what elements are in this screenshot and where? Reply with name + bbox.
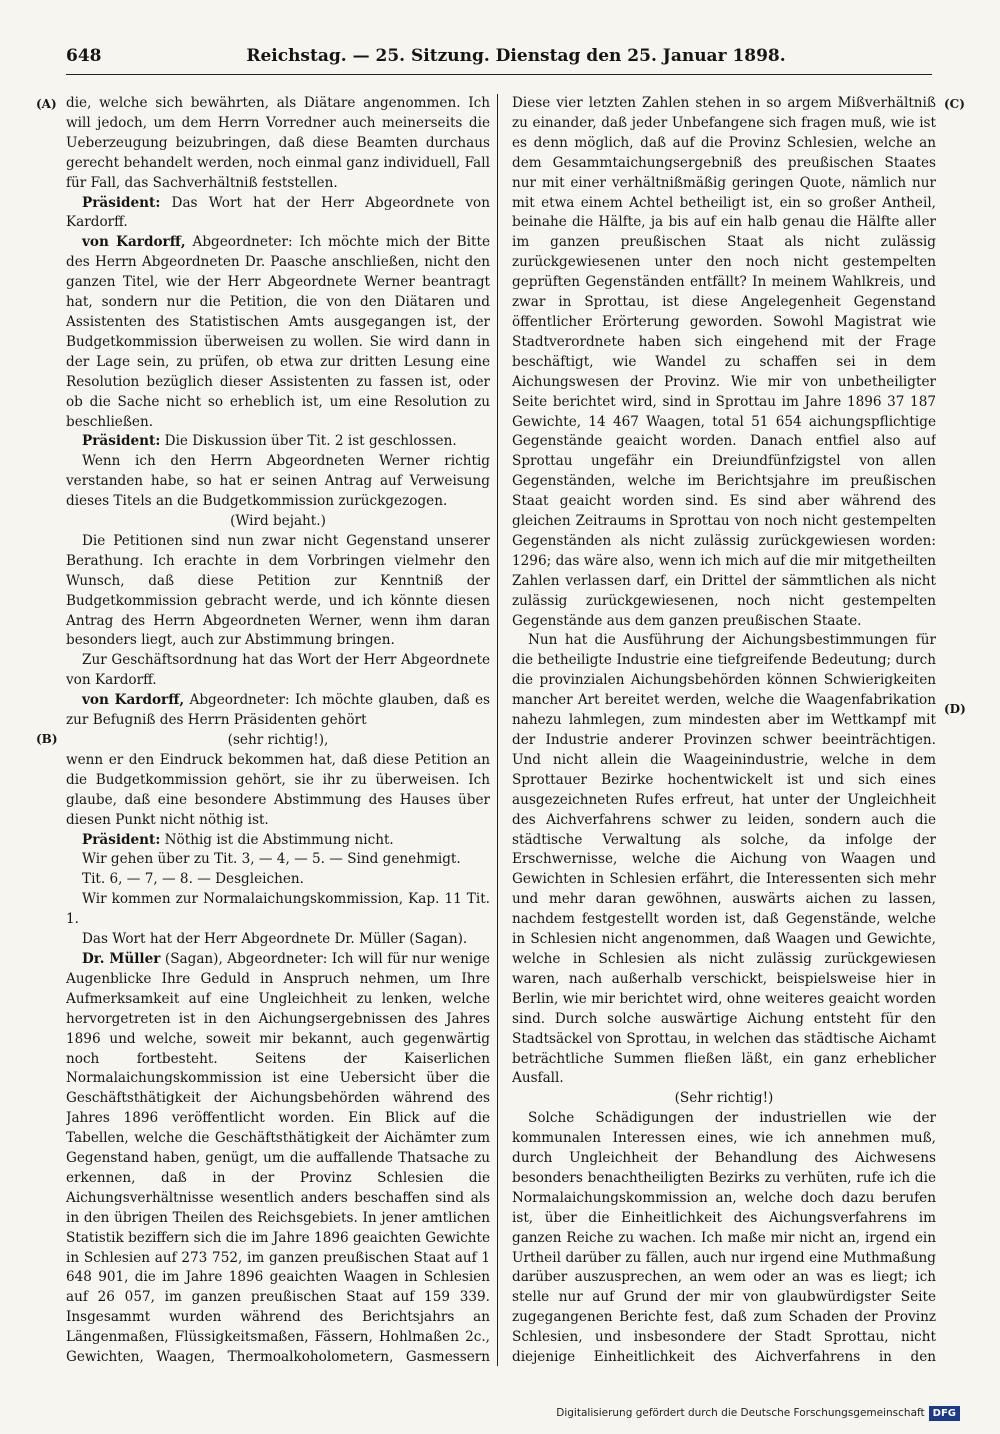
paragraph — [66, 194, 490, 234]
speech-text: (Sagan), Abgeordneter: Ich will für nur wenige Augenblicke Ihre Geduld in Anspruch nehmen, um Ihre Aufmerksamkeit auf eine Ungleichheit zu lenken, welche hervorgetreten ist in den Aichungsergebnissen des Jahres 1896 und welche, soweit mir bekannt, auch gegenwärtig noch fortbesteht. Seitens der Kaiserlichen Normalaichungskommission ist eine Uebersicht über die Geschäftsthätigkeit der Aichungsbehörden während des Jahres 1896 veröffentlicht worden. Ein Blick auf die Tabellen, welche die Geschäftsthätigkeit der Aichämter zum Gegenstand haben, genügt, um die auffallende Thatsache zu erkennen, daß in der Provinz Schlesien die Aichungsverhältnisse wesentlich anders beschaffen sind als in den übrigen Theilen des Reichsgebiets. In jener amtlichen Statistik beziffern sich die im Jahre 1896 geaichten Gewichte in Schlesien auf 273 752, im ganzen preußischen Staat auf 1 648 901, die im Jahre 1896 geaichten Waagen in Schlesien auf 26 057, im ganzen preußischen Staat auf 159 339. Insgesammt wurden während des Berichtsjahrs an Längenmaßen, Flüssigkeitsmaßen, Fässern, Hohlmaßen 2c., Gewichten, Waagen, Thermoalkoholometern, Gasmessern — [66, 950, 490, 1366]
paragraph — [66, 233, 490, 432]
speech-text: Abgeordneter: Ich möchte mich der Bitte des Herrn Abgeordneten Dr. Paasche anschließen, nicht den ganzen Titel, wie der Herr Abgeordnete Werner beantragt hat, sondern nur die Petition, die von den Diätaren und Assistenten des Statistischen Amts ausgegangen ist, der Budgetkommission überweisen zu wollen. Sie wird dann in der Lage sein, zu prüfen, ob etwa zur dritten Lesung eine Resolution bezüglich dieser Assistenten zu fassen ist, oder ob die Sache nicht so erheblich ist, um eine Resolution zu beschließen. — [66, 234, 490, 430]
left-column — [66, 94, 490, 1366]
paragraph: Tit. 6, — 7, — 8. — Desgleichen. — [82, 871, 304, 888]
right-column — [512, 94, 936, 1366]
speaker-name: von Kardorff, — [82, 234, 186, 251]
paragraph — [66, 950, 490, 1366]
paragraph: Das Wort hat der Herr Abgeordnete Dr. Müller (Sagan). — [82, 931, 468, 948]
paragraph: Wir kommen zur Normalaichungskommission, Kap. 11 Tit. 1. — [66, 891, 490, 928]
margin-marker-c: (C) — [944, 97, 965, 111]
digitization-credit — [556, 1402, 960, 1424]
paragraph: Solche Schädigungen der industriellen wie der kommunalen Interessen eines, wie ich annehmen muß, durch Ungleichheit der Behandlung des Aichwesens besonders benachtheiligten Bezirks zu verhüten, rufe ich die Normalaichungskommission an, welche doch dazu berufen ist, über die Einheitlichkeit des Aichungsverfahrens im ganzen Reiche zu wachen. Ich maße mir nicht an, irgend ein Urtheil darüber zu fällen, auch nur irgend eine Muthmaßung darüber auszusprechen, an wem oder an was es liegt; ich stelle nur auf Grund der mir von glaubwürdigster Seite zugegangenen Berichte fest, daß zum Schaden der Provinz Schlesien, und insbesondere der Stadt Sprottau, nicht diejenige Einheitlichkeit des Aichverfahrens in den — [512, 1110, 936, 1366]
paragraph — [66, 432, 490, 452]
speech-text: Die Diskussion über Tit. 2 ist geschlossen. — [160, 433, 457, 450]
speaker-name: Präsident: — [82, 194, 161, 211]
margin-marker-b: (B) — [36, 732, 58, 746]
paragraph: Zur Geschäftsordnung hat das Wort der Herr Abgeordnete von Kardorff. — [66, 652, 490, 689]
page-header — [66, 44, 932, 75]
page-number: 648 — [66, 46, 102, 66]
paragraph — [66, 691, 490, 731]
speaker-name: Präsident: — [82, 433, 161, 450]
paragraph — [66, 831, 490, 851]
margin-marker-a: (A) — [36, 97, 57, 111]
credit-text: Digitalisierung gefördert durch die Deutsche Forschungsgemeinschaft — [556, 1407, 925, 1419]
speech-text: Nöthig ist die Abstimmung nicht. — [160, 831, 394, 848]
dfg-logo: DFG — [929, 1406, 960, 1421]
paragraph: Diese vier letzten Zahlen stehen in so argem Mißverhältniß zu einander, daß jeder Unbefangene sich fragen muß, wie ist es denn möglich, daß auf die Provinz Schlesien, welche an dem Gesammtaichungsergebniß des preußischen Staates nur mit einer verhältnißmäßig geringen Quote, nämlich nur mit etwa einem Achtel betheiligt ist, ein so großer Antheil, beinahe die Hälfte, ja bis auf ein halb genau die Hälfte aller im ganzen preußischen Staat als nicht zulässig zurückgewiesenen unter den noch nicht gestempelten geprüften Gegenständen entfällt? In meinem Wahlkreis, und zwar in Sprottau, ist diese Angelegenheit Gegenstand öffentlicher Erörterung geworden. Sowohl Magistrat wie Stadtverordnete haben sich eingehend mit der Frage beschäftigt, wie Wandel zu schaffen sei in dem Aichungswesen der Provinz. Wie mir von unbetheiligter Seite berichtet wird, sind in Sprottau im Jahre 1896 37 187 Gewichte, 14 467 Waagen, total 51 654 aichungspflichtige Gegenstände geaicht worden. Danach entfiel also auf Sprottau ungefähr ein Dreiundfünfzigstel von allen Gegenständen, welche im Berichtsjahre im preußischen Staat geaicht worden sind. Es sind aber während des gleichen Zeitraums in Sprottau von noch nicht gestempelten Gegenständen als nicht zulässig zurückgewiesen worden: 1296; das wäre also, wenn ich mich auf die mir mitgetheilten Zahlen verlassen darf, ein Drittel der sämmtlichen als nicht zulässig zurückgewiesenen, noch nicht gestempelten Gegenstände aus dem ganzen preußischen Staate. — [512, 95, 936, 629]
interjection: (Sehr richtig!) — [674, 1090, 774, 1107]
paragraph: wenn er den Eindruck bekommen hat, daß diese Petition an die Budgetkommission gehört, sie ihr zu überweisen. Ich glaube, daß eine besondere Abstimmung des Hauses über diesen Punkt nicht nöthig ist. — [66, 751, 490, 828]
margin-marker-d: (D) — [944, 702, 966, 716]
speaker-name: Dr. Müller — [82, 950, 161, 967]
interjection: (sehr richtig!), — [227, 732, 329, 748]
interjection: (Wird bejaht.) — [230, 513, 326, 530]
paragraph: Die Petitionen sind nun zwar nicht Gegenstand unserer Berathung. Ich erachte in dem Vorbringen vielmehr den Wunsch, daß diese Petition zur Kenntniß der Budgetkommission gebracht werde, und ich könnte diesen Antrag des Herrn Abgeordneten Werner, wenn ihm daran besonders liegt, auch zur Abstimmung bringen. — [66, 532, 490, 649]
speech-text: Abgeordneter: Ich möchte glauben, daß es zur Befugniß des Herrn Präsidenten gehört — [66, 692, 490, 729]
speech-text: Das Wort hat der Herr Abgeordnete von Kardorff. — [66, 194, 490, 231]
speaker-name: von Kardorff, — [82, 692, 185, 709]
paragraph: Nun hat die Ausführung der Aichungsbestimmungen für die betheiligte Industrie eine tiefgreifende Bedeutung; durch die provinzialen Aichungsbehörden können Schwierigkeiten mancher Art bereitet werden, welche die Waagenfabrikation nahezu lahmlegen, zum mindesten aber im Wettkampf mit der Industrie anderer Provinzen schwer beeinträchtigen. Und nicht allein die Waageinindustrie, welche in dem Sprottauer Bezirke hochentwickelt ist und sich eines ausgezeichneten Rufes erfreut, hat unter der Ungleichheit des Aichverfahrens schwer zu leiden, sondern auch die städtische Verwaltung als solche, da infolge der Erschwernisse, welche die Aichung von Waagen und Gewichten in Schlesien erfährt, die Interessenten sich mehr und mehr daran gewöhnen, auswärts aichen zu lassen, nachdem festgestellt worden ist, daß Gegenstände, welche in Schlesien nicht angenommen, daß Waagen und Gewichte, welche in Schlesien als nicht zulässig zurückgewiesen waren, nach außerhalb verschickt, beispielsweise hier in Berlin, wie mir berichtet wird, ohne weiteres geaicht worden sind. Durch solche auswärtige Aichung entsteht für den Stadtsäckel von Sprottau, in welchen das städtische Aichamt beträchtliche Summen fließen läßt, ein ganz erheblicher Ausfall. — [512, 632, 936, 1087]
speaker-name: Präsident: — [82, 831, 161, 848]
paragraph: Wir gehen über zu Tit. 3, — 4, — 5. — Sind genehmigt. — [82, 851, 461, 868]
paragraph: die, welche sich bewährten, als Diätare angenommen. Ich will jedoch, um dem Herrn Vorredner auch meinerseits die Ueberzeugung beizubringen, daß diese Beamten durchaus gerecht behandelt werden, noch einmal ganz individuell, Fall für Fall, das Sachverhältniß feststellen. — [66, 95, 490, 191]
running-title: Reichstag. — 25. Sitzung. Dienstag den 25. Januar 1898. — [246, 46, 786, 66]
paragraph: Wenn ich den Herrn Abgeordneten Werner richtig verstanden habe, so hat er seinen Antrag auf Verweisung dieses Titels an die Budgetkommission zurückgezogen. — [66, 453, 490, 510]
column-divider — [497, 94, 498, 1366]
